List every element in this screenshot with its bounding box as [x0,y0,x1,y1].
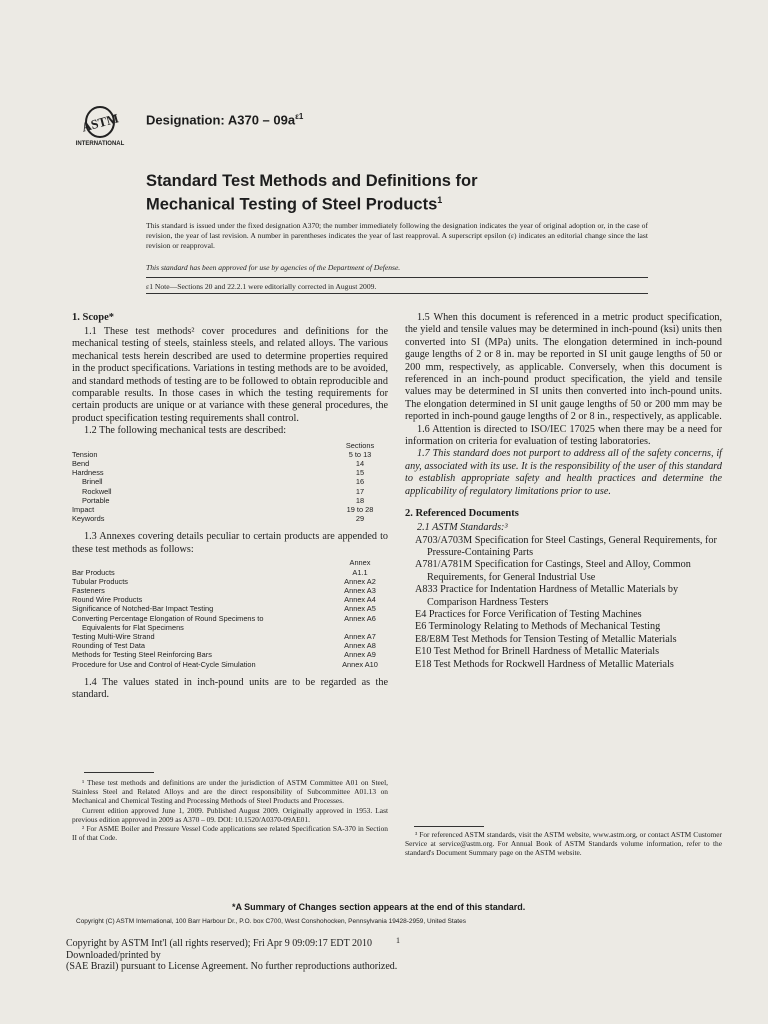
reference-item: A703/A703M Specification for Steel Castings, General Requirements, for Pressure-Containing Parts [415,534,717,558]
defense-approval: This standard has been approved for use by agencies of the Department of Defense. [146,263,401,272]
annex-row-label: Testing Multi-Wire Strand [72,631,155,641]
reference-item: E8/E8M Test Methods for Tension Testing of Metallic Materials [415,633,677,645]
annex-row [72,604,388,613]
test-row-label: Keywords [72,514,105,524]
annex-header: Annex [349,558,371,568]
annex-row-value: A1.1 [352,567,368,577]
reference-item: E6 Terminology Relating to Methods of Mechanical Testing [415,621,661,633]
annex-table [72,558,388,668]
test-row-label: Rockwell [82,486,112,496]
test-row [72,459,388,468]
footnote-3: ³ For referenced ASTM standards, visit the ASTM website, www.astm.org, or contact ASTM Customer Service at service@astm.org. For Annual Book of ASTM Standards volume information, refer to the standard's Document Summary page on the ASTM website. [405,830,722,858]
test-row-label: Bend [72,459,90,469]
annex-row [72,650,388,659]
right-column [405,312,722,671]
test-row-value: 15 [355,468,365,478]
annex-row-label: Fasteners [72,585,105,595]
annex-row-value [332,623,388,632]
footnote-1: ¹ These test methods and definitions are under the jurisdiction of ASTM Committee A01 on Steel, Stainless Steel and Related Alloys and are the direct responsibility of Subcommittee A01.13 on Mechanical and Chemical Testing and Processing Methods of Steel Products and Processes. [72,778,388,806]
test-row-value: 17 [355,486,365,496]
test-row [72,450,388,459]
scope-1-5: 1.5 When this document is referenced in a metric product specification, the yield and tensile values may be determined in inch-pound (ksi) units then converted into SI (MPa) units. The elongation determined in inch-pound gauge lengths of 2 or 8 in. may be reported in SI unit gauge lengths of 50 or 200 mm, respectively, as applicable. Conversely, when this document is referenced in an inch-pound product specification, the yield and tensile values may be determined in SI units then converted into inch-pound units. The elongation determined in SI unit gauge lengths of 50 or 200 mm may be reported in inch-pound gauge lengths of 2 or 8 in., respectively, as applicable. [405,312,722,423]
document-title: Standard Test Methods and Definitions for Mechanical Testing of Steel Products$^1$ [146,172,478,214]
annex-row-value: Annex A2 [344,576,376,586]
annex-row-label: Significance of Notched-Bar Impact Testing [72,604,214,614]
divider [146,293,648,294]
test-row [72,477,388,486]
annex-row-value: Annex A3 [344,585,376,595]
page-number: 1 [396,936,400,945]
footnote-divider [84,772,154,773]
test-row-label: Brinell [82,477,103,487]
reference-item: E4 Practices for Force Verification of Testing Machines [415,608,642,620]
annex-row [72,577,388,586]
references-sub: 2.1 ASTM Standards:³ [417,522,508,534]
test-row [72,505,388,514]
issuance-notice: This standard is issued under the fixed designation A370; the number immediately following the designation indicates the year of original adoption or, in the case of revision, the year of last revision. A number in parentheses indicates the year of last reapproval. A superscript epsilon (ε) indicates an editorial change since the last revision or reapproval. [146,221,648,250]
annex-row-label: Methods for Testing Steel Reinforcing Bars [72,650,212,660]
test-row-label: Portable [82,495,110,505]
test-row-value: 5 to 13 [348,449,372,459]
annex-row [72,632,388,641]
test-row-label: Hardness [72,468,104,478]
references-list [405,535,722,671]
footnotes-right [405,830,722,858]
test-row-value: 14 [355,459,365,469]
annex-row-label: Equivalents for Flat Specimens [82,622,184,632]
footnote-1b: Current edition approved June 1, 2009. Published August 2009. Originally approved in 1953. Last previous edition approved in 2009 as A370 – 09. DOI: 10.1520/A0370-09AE01. [72,805,388,824]
scope-1-1: 1.1 These test methods² cover procedures and definitions for the mechanical testing of steels, stainless steels, and related alloys. The various mechanical tests herein described are used to determine properties required in the product specifications. Variations in testing methods are to be avoided, and standard methods of testing are to be followed to obtain reproducible and comparable results. In those cases in which the testing requirements for certain products are unique or at variance with these general procedures, the product specification testing requirements shall control. [72,326,388,424]
annex-row-label: Converting Percentage Elongation of Round Specimens to [72,613,264,623]
annex-row [72,614,388,623]
designation: Designation: $A370 - 09a^{\varepsilon 1}$ [146,112,304,128]
annex-row-value: Annex A10 [342,659,378,669]
annex-row-label: Procedure for Use and Control of Heat-Cycle Simulation [72,659,256,669]
test-row-value: 29 [355,514,365,524]
summary-note: *A Summary of Changes section appears at the end of this standard. [232,902,526,912]
annex-row [72,568,388,577]
tests-table [72,441,388,524]
annex-row-label: Round Wire Products [72,595,143,605]
svg-text:ASTM: ASTM [80,110,121,135]
reference-item: E18 Test Methods for Rockwell Hardness of Metallic Materials [415,658,674,670]
astm-logo [74,104,132,148]
test-row-value: 16 [355,477,365,487]
scope-1-7: 1.7 This standard does not purport to address all of the safety concerns, if any, associated with its use. It is the responsibility of the user of this standard to establish appropriate safety and health practices and determine the applicability of regulatory limitations prior to use. [405,448,722,497]
scope-heading: 1. Scope* [72,312,114,323]
annex-row-value: Annex A9 [344,650,376,660]
annex-row [72,641,388,650]
license-line-1: Copyright by ASTM Int'l (all rights reserved); Fri Apr 9 09:09:17 EDT 2010 [66,938,373,949]
annex-row [72,595,388,604]
test-row-value: 19 to 28 [346,505,374,515]
test-row [72,487,388,496]
reference-item: E10 Test Method for Brinell Hardness of Metallic Materials [415,646,660,658]
editorial-note: ε1 Note—Sections 20 and 22.2.1 were editorially corrected in August 2009. [146,282,377,291]
reference-item: A781/A781M Specification for Castings, Steel and Alloy, Common Requirements, for General Industrial Use [415,559,691,583]
scope-1-6: 1.6 Attention is directed to ISO/IEC 17025 when there may be a need for information on criteria for evaluation of testing laboratories. [405,423,722,448]
scope-1-4: 1.4 The values stated in inch-pound units are to be regarded as the standard. [72,676,388,701]
annex-row [72,660,388,669]
tests-header: Sections [345,440,375,450]
annex-row [72,586,388,595]
annex-row-value: Annex A8 [344,641,376,651]
scope-1-3: 1.3 Annexes covering details peculiar to certain products are appended to these test methods as follows: [72,531,388,555]
license-line-3: (SAE Brazil) pursuant to License Agreement. No further reproductions authorized. [66,961,398,972]
annex-row-value: Annex A4 [344,595,376,605]
divider [146,277,648,278]
footnote-divider [414,826,484,827]
test-row-value: 18 [355,495,365,505]
test-row [72,514,388,523]
reference-item: A833 Practice for Indentation Hardness of Metallic Materials by Comparison Hardness Testers [415,584,679,608]
test-row-label: Impact [72,505,95,515]
test-row [72,468,388,477]
license-block [66,938,397,973]
annex-row [72,623,388,632]
license-line-2: Downloaded/printed by [66,949,161,961]
annex-row-value: Annex A6 [344,613,376,623]
test-row-label: Tension [72,449,98,459]
references-heading: 2. Referenced Documents [405,508,519,520]
annex-row-label: Rounding of Test Data [72,641,145,651]
annex-row-value: Annex A5 [344,604,376,614]
copyright-line: Copyright (C) ASTM International, 100 Barr Harbour Dr., P.O. box C700, West Conshohocken, Pennsylvania 19428-2959, United States [76,918,466,925]
scope-column [72,312,388,702]
annex-row-label: Bar Products [72,567,115,577]
annex-row-value: Annex A7 [344,631,376,641]
test-row [72,496,388,505]
footnotes-left [72,778,388,842]
svg-text:INTERNATIONAL: INTERNATIONAL [75,141,125,147]
annex-row-label: Tubular Products [72,576,129,586]
footnote-2: ² For ASME Boiler and Pressure Vessel Code applications see related Specification SA-370 in Section II of that Code. [72,824,388,843]
scope-1-2: 1.2 The following mechanical tests are described: [84,425,287,437]
